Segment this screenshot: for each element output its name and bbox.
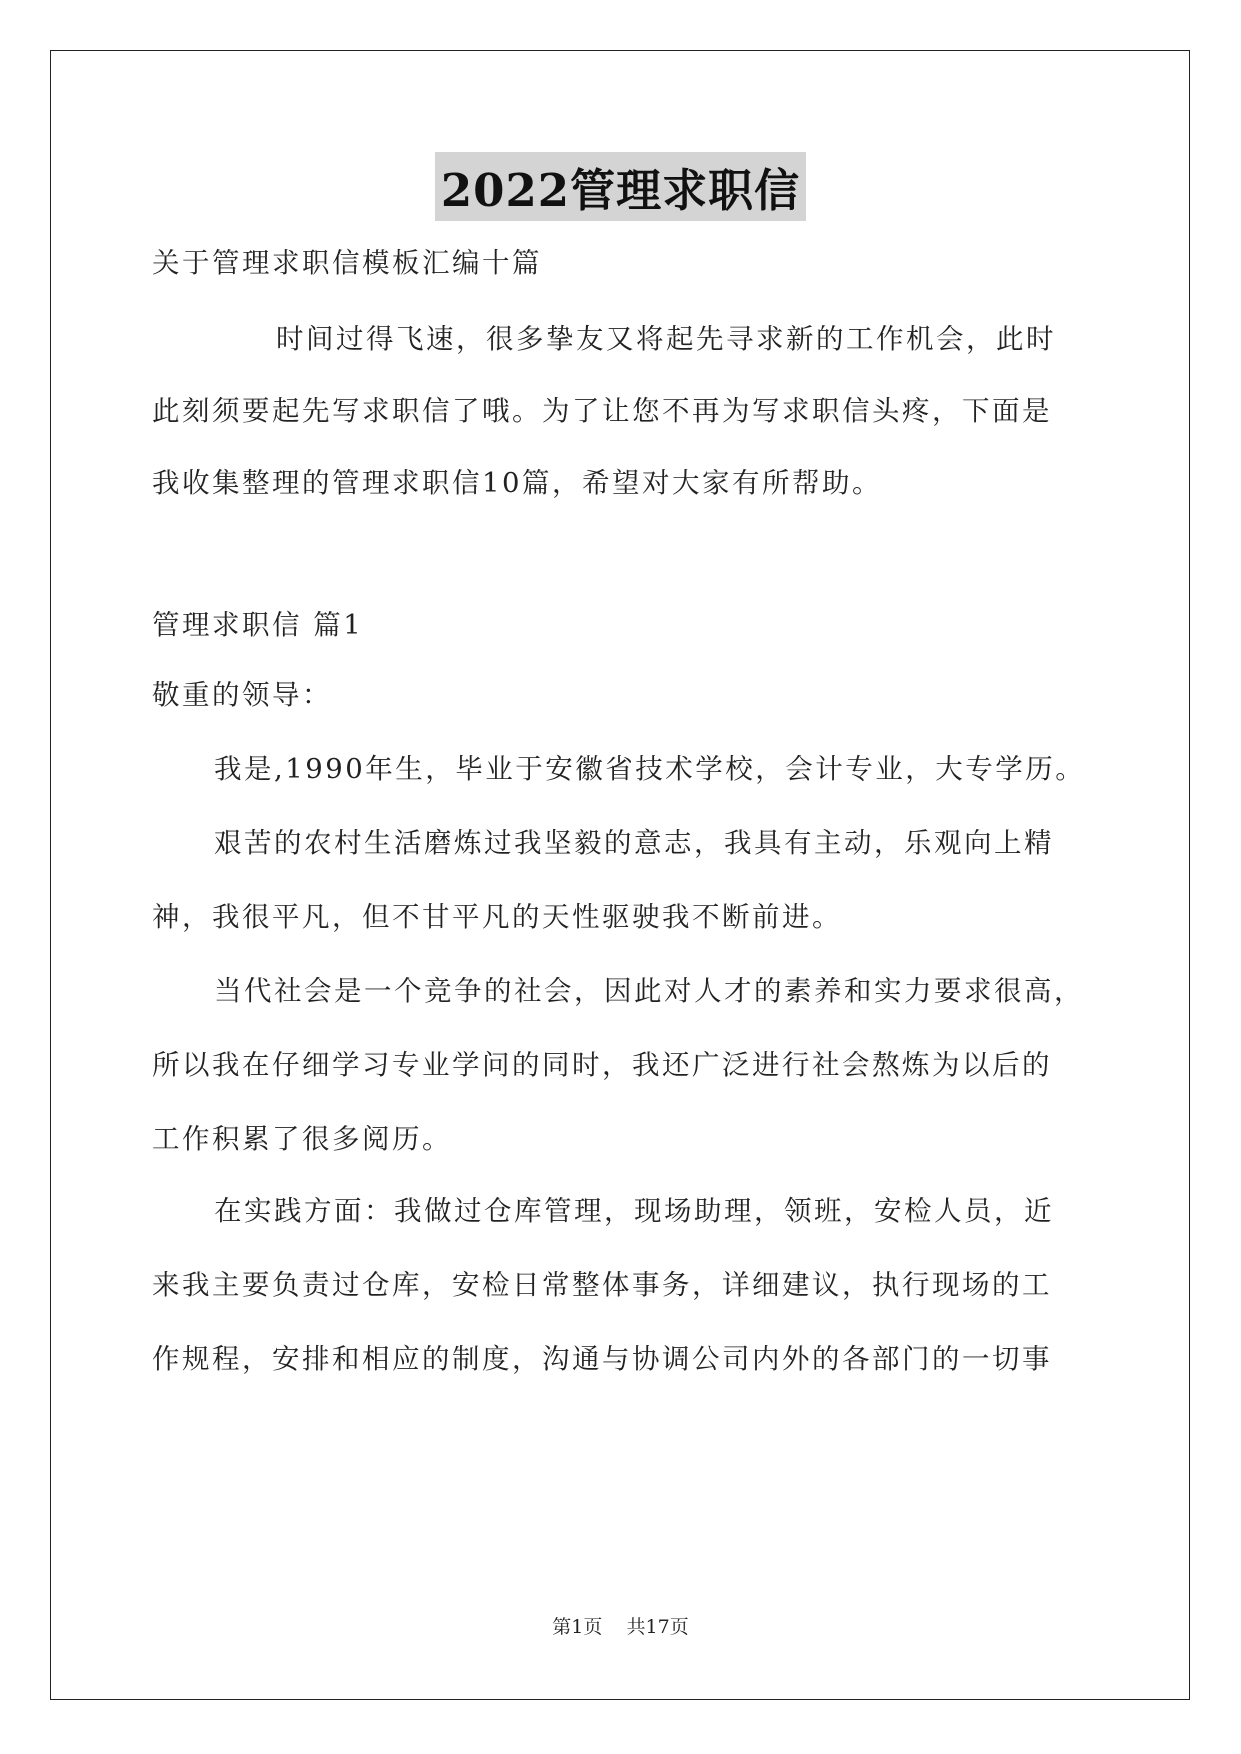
body-line-4: 当代社会是一个竞争的社会，因此对人才的素养和实力要求很高， — [214, 975, 1084, 1007]
body-line-5: 所以我在仔细学习专业学问的同时，我还广泛进行社会熬炼为以后的 — [152, 1049, 1052, 1081]
intro-line-2: 此刻须要起先写求职信了哦。为了让您不再为写求职信头疼，下面是 — [152, 395, 1052, 427]
body-line-2: 艰苦的农村生活磨炼过我坚毅的意志，我具有主动，乐观向上精 — [214, 827, 1054, 859]
body-line-6: 工作积累了很多阅历。 — [152, 1123, 452, 1155]
body-line-7: 在实践方面：我做过仓库管理，现场助理，领班，安检人员，近 — [214, 1195, 1054, 1227]
subtitle: 关于管理求职信模板汇编十篇 — [152, 247, 542, 279]
salutation: 敬重的领导： — [152, 679, 332, 711]
body-line-3: 神，我很平凡，但不甘平凡的天性驱驶我不断前进。 — [152, 901, 842, 933]
page-frame — [50, 50, 1190, 1700]
body-line-8: 来我主要负责过仓库，安检日常整体事务，详细建议，执行现场的工 — [152, 1269, 1052, 1301]
document-title: 2022管理求职信 — [435, 152, 806, 221]
section-heading: 管理求职信 篇1 — [152, 609, 364, 641]
title-wrap — [0, 152, 1241, 221]
intro-line-3: 我收集整理的管理求职信10篇，希望对大家有所帮助。 — [152, 467, 882, 499]
page-footer: 第1页 共17页 — [552, 1616, 689, 1638]
body-line-1: 我是,1990年生，毕业于安徽省技术学校，会计专业，大专学历。 — [214, 753, 1086, 785]
intro-line-1: 时间过得飞速，很多挚友又将起先寻求新的工作机会，此时 — [276, 323, 1056, 355]
body-line-9: 作规程，安排和相应的制度，沟通与协调公司内外的各部门的一切事 — [152, 1343, 1052, 1375]
